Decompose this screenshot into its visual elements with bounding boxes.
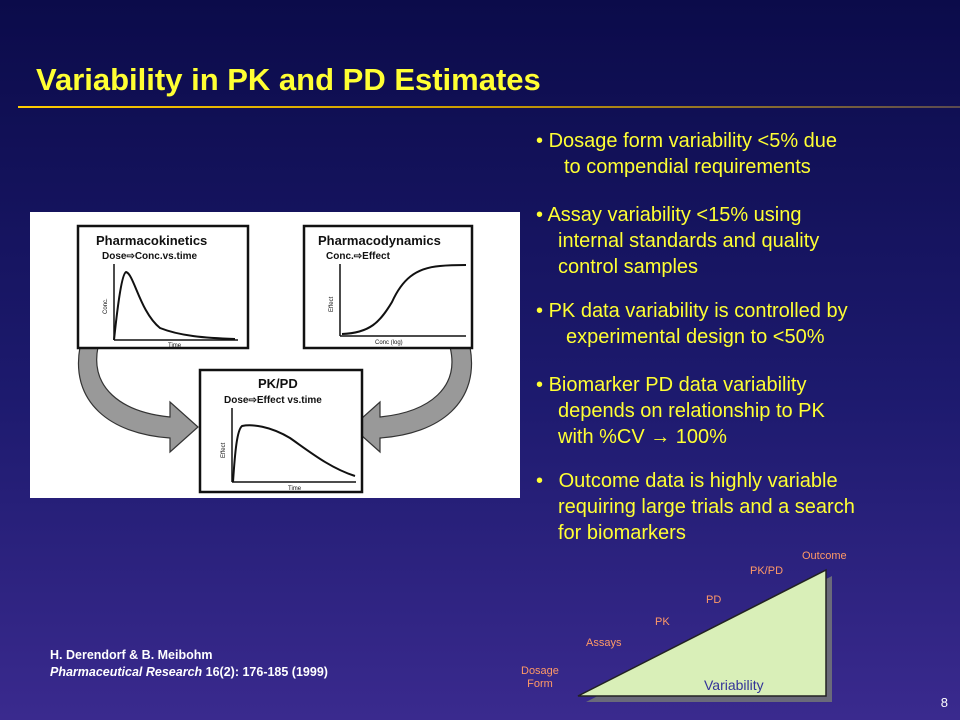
pkpd-panel-subtitle: Dose⇨Effect vs.time [224, 395, 322, 406]
label-pk: PK [655, 616, 670, 628]
pkpd-figure [30, 212, 520, 498]
bullet-line: with %CV → 100% [558, 426, 727, 448]
reference-journal: Pharmaceutical Research [50, 665, 203, 679]
pk-panel-title: Pharmacokinetics [96, 233, 208, 248]
left-curved-arrow [78, 347, 198, 452]
bullet-line: • Assay variability <15% using [536, 204, 802, 226]
right-curved-arrow [352, 347, 472, 452]
bullet-item [536, 468, 855, 546]
bullet-line: depends on relationship to PK [558, 400, 825, 422]
reference-authors: H. Derendorf & B. Meibohm [50, 648, 213, 662]
bullet-line: • Dosage form variability <5% due [536, 130, 838, 152]
pkpd-panel-title: PK/PD [258, 376, 298, 391]
bullet-line: experimental design to <50% [566, 326, 825, 348]
bullet-dot: • [536, 300, 544, 322]
label-pd: PD [706, 594, 722, 606]
bullet-line: requiring large trials and a search [558, 496, 855, 518]
bullet-item [536, 202, 819, 280]
pkpd-panel [200, 370, 362, 492]
pd-panel [304, 226, 472, 348]
slide-title: Variability in PK and PD Estimates [36, 62, 541, 97]
bullet-line: control samples [558, 256, 699, 278]
bullet-item [536, 298, 848, 350]
pd-ylabel: Effect [329, 296, 335, 312]
pk-ylabel: Conc. [103, 298, 109, 314]
bullet-line: • Outcome data is highly variable [536, 470, 838, 492]
bullet-dot: • [536, 470, 544, 492]
pkpd-diagram [30, 212, 520, 498]
bullet-dot: • [536, 204, 544, 226]
reference-citation [50, 647, 328, 681]
pd-panel-title: Pharmacodynamics [318, 233, 441, 248]
pd-xlabel: Conc (log) [375, 340, 403, 346]
pk-panel-subtitle: Dose⇨Conc.vs.time [102, 251, 198, 262]
bullet-item [536, 128, 837, 180]
label-dosage-form: Dosage Form [521, 665, 559, 690]
bullet-line: • Biomarker PD data variability [536, 374, 807, 396]
pkpd-xlabel: Time [288, 486, 302, 492]
variability-triangle [560, 560, 840, 708]
label-outcome: Outcome [802, 550, 847, 562]
reference-volume: 16(2): 176-185 (1999) [202, 665, 328, 679]
bullet-dot: • [536, 374, 544, 396]
pd-panel-subtitle: Conc.⇨Effect [326, 251, 390, 262]
title-underline [18, 106, 960, 108]
page-number: 8 [940, 695, 948, 710]
bullet-item [536, 372, 825, 450]
pkpd-ylabel: Effect [221, 442, 227, 458]
bullet-line: • PK data variability is controlled by [536, 300, 848, 322]
bullet-line: to compendial requirements [564, 156, 811, 178]
triangle-fill [578, 570, 826, 696]
label-pkpd: PK/PD [750, 565, 784, 577]
label-assays: Assays [586, 637, 622, 649]
bullet-line: internal standards and quality [558, 230, 820, 252]
pk-xlabel: Time [168, 343, 182, 349]
bullet-line: for biomarkers [558, 522, 686, 544]
pk-panel [78, 226, 248, 349]
bullet-dot: • [536, 130, 544, 152]
reference-source [50, 664, 328, 681]
triangle-caption: Variability [704, 677, 764, 693]
